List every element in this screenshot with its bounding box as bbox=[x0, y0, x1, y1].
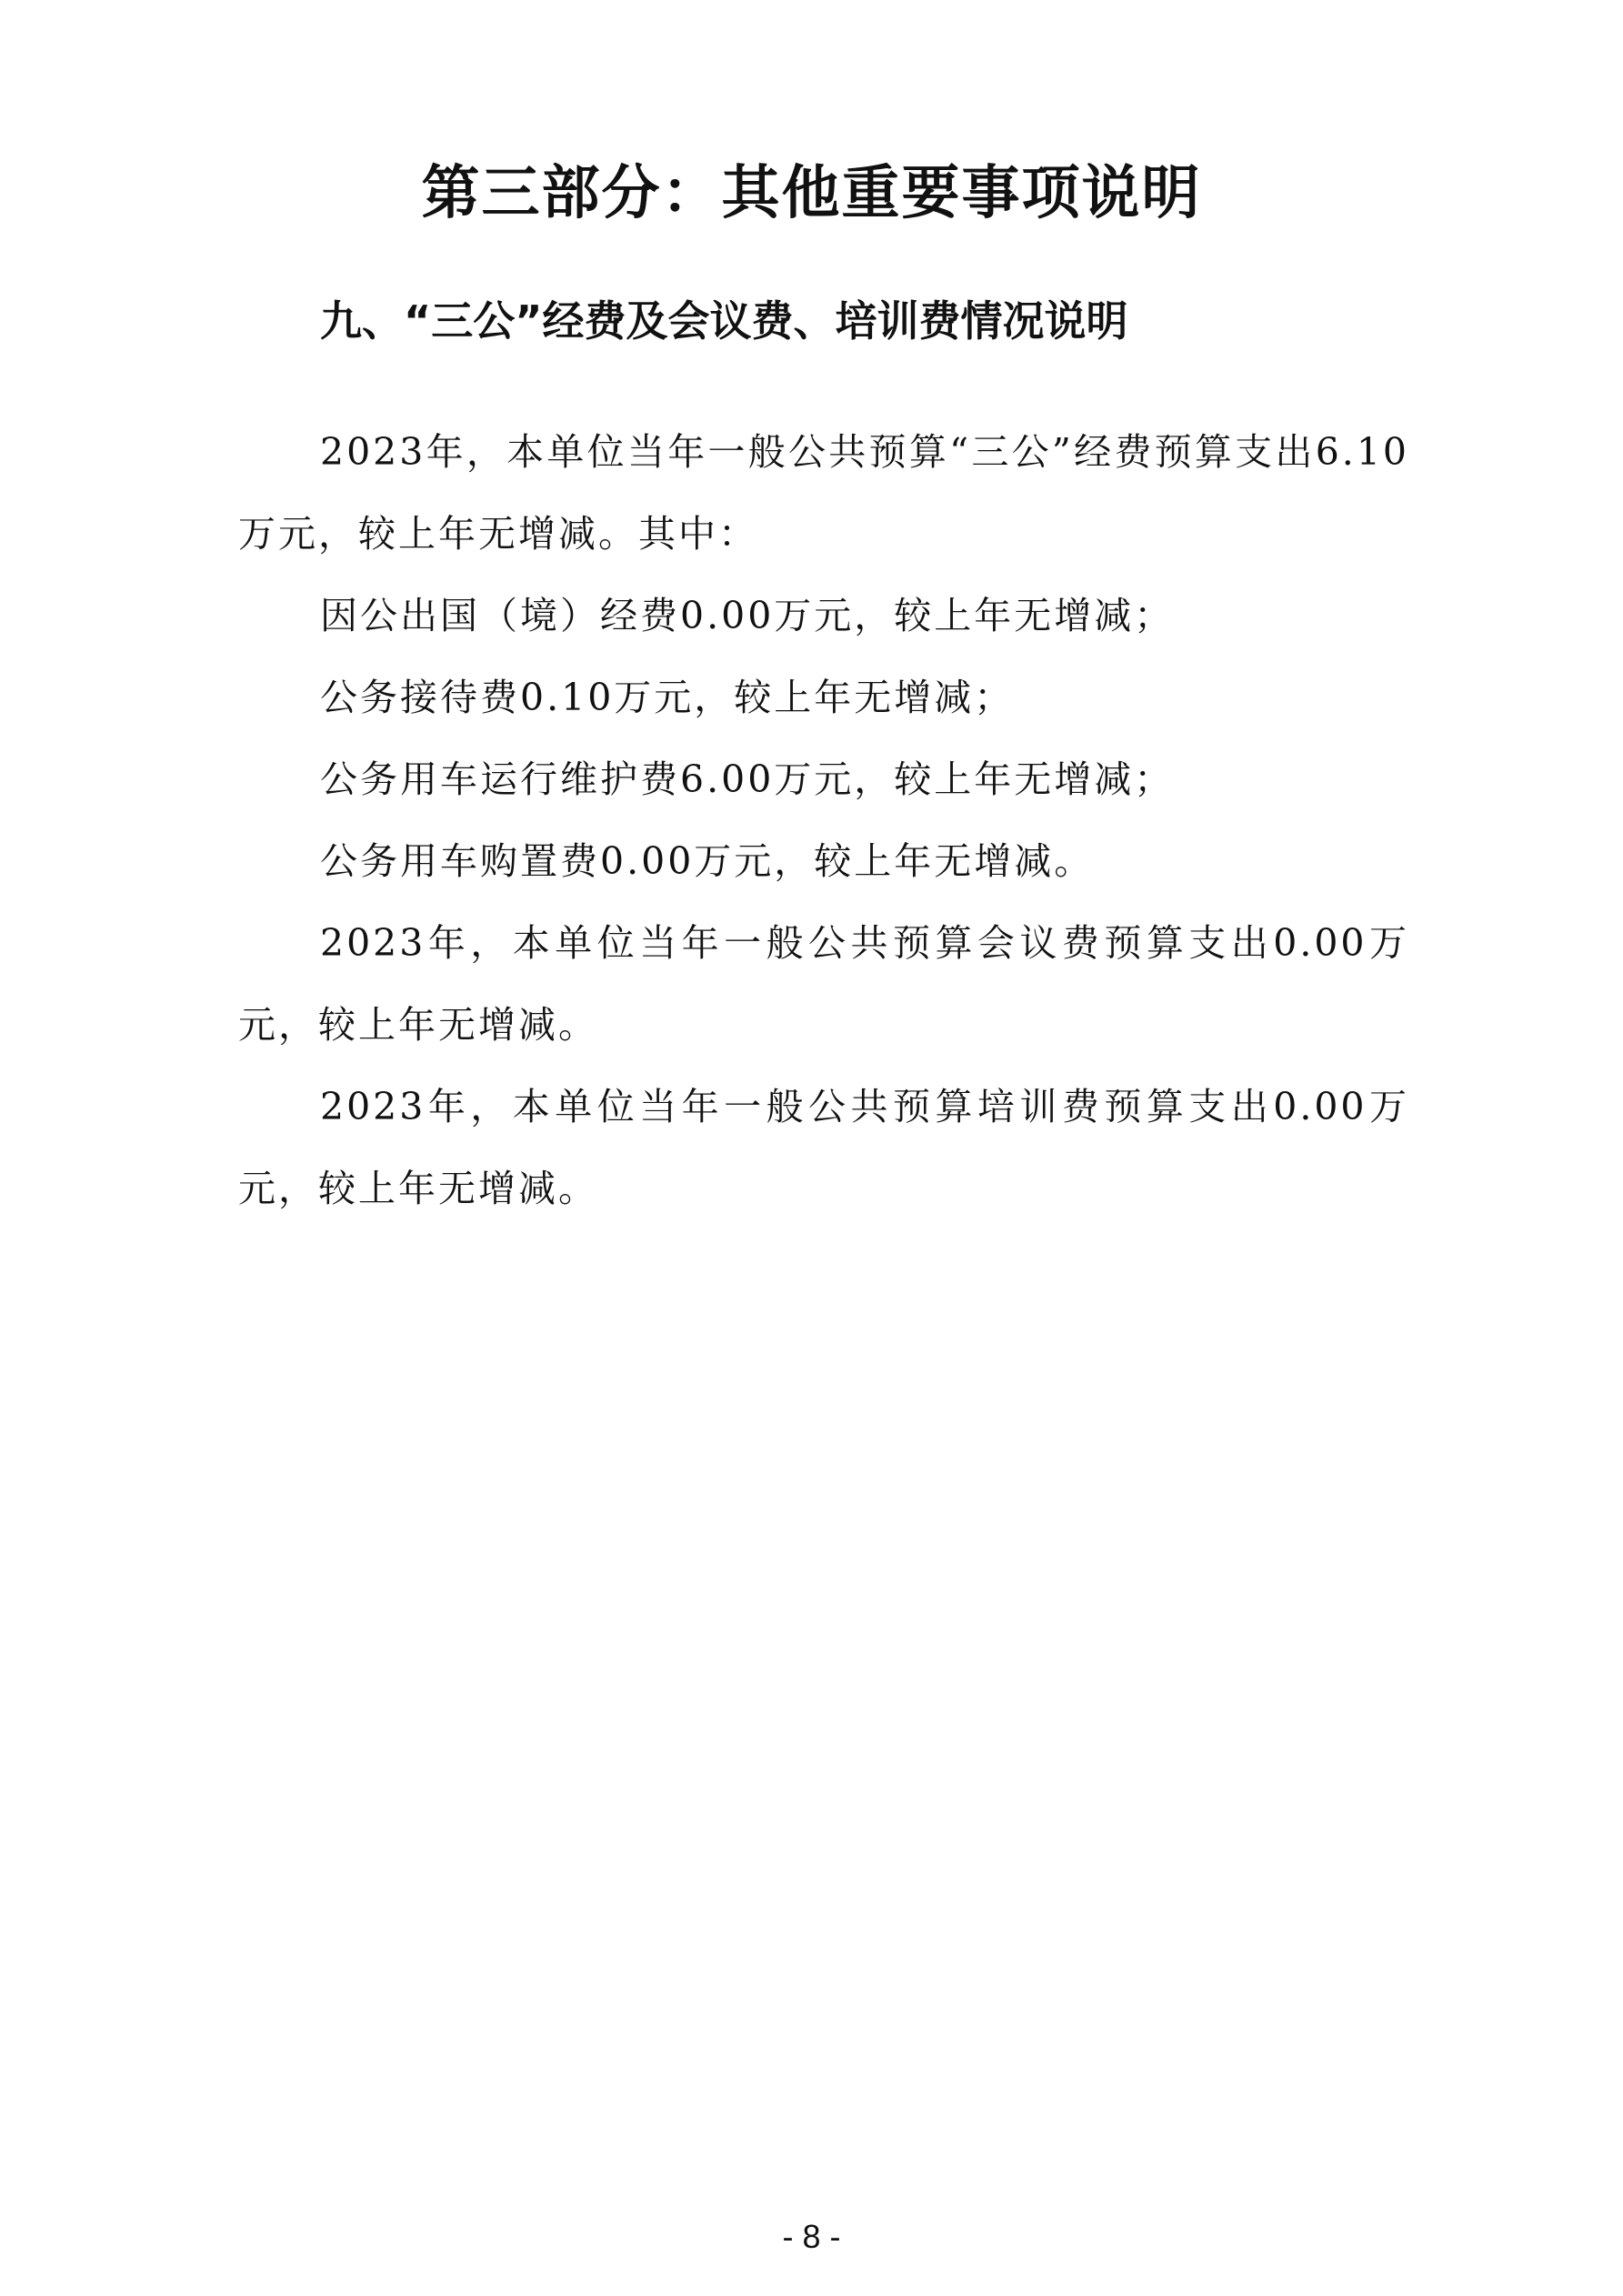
section-title: 九、“三公”经费及会议费、培训费情况说明 bbox=[320, 296, 1128, 346]
paragraph-reception: 公务接待费0.10万元，较上年无增减； bbox=[320, 676, 1015, 719]
paragraph-vehicle-operation: 公务用车运行维护费6.00万元，较上年无增减； bbox=[320, 757, 1175, 801]
paragraph-vehicle-purchase: 公务用车购置费0.00万元，较上年无增减。 bbox=[320, 839, 1095, 883]
page-number: - 8 - bbox=[782, 2218, 841, 2255]
paragraph-sangong-total: 2023年，本单位当年一般公共预算“三公”经费预算支出6.10万元，较上年无增减。其中： bbox=[238, 430, 1409, 556]
part-title: 第三部分：其他重要事项说明 bbox=[421, 160, 1202, 227]
paragraph-meeting-fee: 2023年，本单位当年一般公共预算会议费预算支出0.00万元，较上年无增减。 bbox=[238, 921, 1409, 1047]
paragraph-overseas-travel: 因公出国（境）经费0.00万元，较上年无增减； bbox=[320, 594, 1175, 637]
paragraph-training-fee: 2023年，本单位当年一般公共预算培训费预算支出0.00万元，较上年无增减。 bbox=[238, 1085, 1409, 1210]
document-body bbox=[238, 411, 1409, 1229]
